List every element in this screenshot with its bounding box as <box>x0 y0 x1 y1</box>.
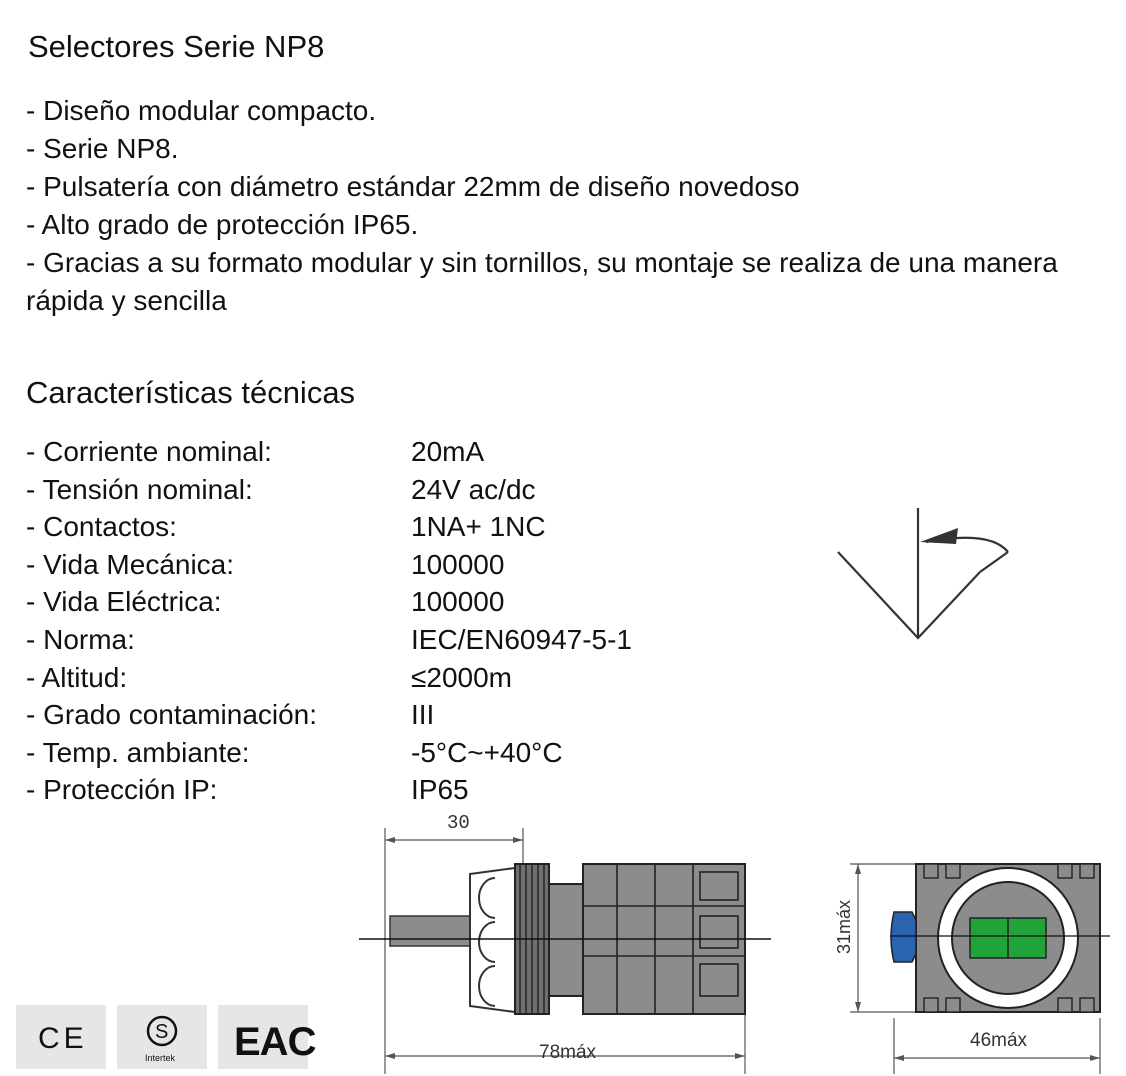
spec-label: - Protección IP: <box>26 774 218 806</box>
spec-label: - Vida Mecánica: <box>26 548 235 580</box>
dimension-label: 78máx <box>539 1042 597 1063</box>
intertek-icon <box>117 1005 207 1069</box>
spec-row <box>26 621 726 659</box>
specs-title: Características técnicas <box>26 375 356 410</box>
intertek-text: Intertek <box>145 1053 176 1063</box>
spec-row <box>26 546 726 584</box>
front-view-drawing <box>828 850 1118 1074</box>
feature-item: - Pulsatería con diámetro estándar 22mm de diseño novedoso <box>26 171 800 202</box>
dimension-label: 31máx <box>834 899 854 954</box>
spec-row <box>26 659 726 697</box>
spec-row <box>26 734 726 772</box>
ce-icon <box>16 1005 106 1069</box>
spec-value: 100000 <box>411 548 505 580</box>
spec-label: - Tensión nominal: <box>26 473 253 505</box>
spec-value: 100000 <box>411 586 505 618</box>
spec-label: - Grado contaminación: <box>26 699 318 731</box>
feature-list <box>26 92 1106 320</box>
spec-value: 20mA <box>411 436 485 467</box>
spec-row <box>26 508 726 546</box>
spec-value: IEC/EN60947-5-1 <box>411 623 633 655</box>
svg-text:S: S <box>155 1021 169 1043</box>
eac-logo <box>218 1005 316 1069</box>
spec-label: - Norma: <box>26 623 135 655</box>
spec-value: ≤2000m <box>411 661 512 693</box>
intertek-logo <box>117 1005 207 1069</box>
feature-item: - Alto grado de protección IP65. <box>26 209 419 240</box>
ce-mark: CE <box>38 1022 88 1055</box>
spec-row <box>26 433 726 471</box>
spec-value: 24V ac/dc <box>411 473 536 505</box>
spec-value: 1NA+ 1NC <box>411 511 546 543</box>
specs-table <box>26 433 726 809</box>
ce-logo <box>16 1005 106 1069</box>
spec-label: - Altitud: <box>26 661 128 693</box>
spec-label: - Vida Eléctrica: <box>26 586 222 618</box>
spec-label: - Corriente nominal: <box>26 436 272 467</box>
feature-item: - Gracias a su formato modular y sin tornillos, su montaje se realiza de una manera rápida y sencilla <box>26 247 1058 316</box>
spec-row <box>26 583 726 621</box>
spec-value: IP65 <box>411 774 469 806</box>
spec-label: - Contactos: <box>26 511 177 543</box>
spec-row <box>26 696 726 734</box>
feature-item: - Serie NP8. <box>26 133 179 164</box>
spec-value: III <box>411 699 435 731</box>
side-view-drawing <box>355 812 775 1074</box>
feature-item: - Diseño modular compacto. <box>26 95 377 126</box>
spec-row <box>26 771 726 809</box>
spec-value: -5°C~+40°C <box>411 736 563 768</box>
spec-label: - Temp. ambiante: <box>26 736 250 768</box>
dimension-label: 30 <box>447 812 470 834</box>
selector-switch-symbol <box>830 500 1020 650</box>
dimension-label: 46máx <box>970 1030 1028 1051</box>
eac-mark: EAC <box>234 1020 316 1064</box>
page-title: Selectores Serie NP8 <box>28 29 325 64</box>
eac-icon <box>218 1005 316 1069</box>
spec-row <box>26 471 726 509</box>
